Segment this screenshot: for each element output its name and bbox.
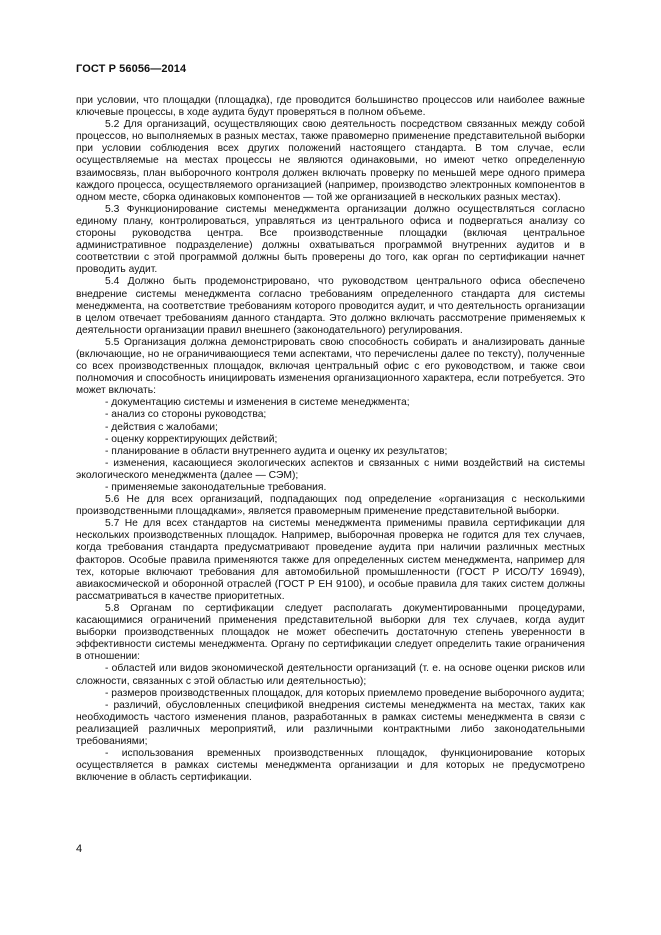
clause-5-2: 5.2 Для организаций, осуществляющих свою деятельность посредством связанных между собой процессов, но выполняемых в разных местах, также правомерно применение представительной выборки при условии соблюдения всех других положений настоящего стандарта. В том случае, если осуществляемые на местах процессы не являются одинаковыми, но имеют четко определенную взаимосвязь, план выборочного контроля должен включать проверку по меньшей мере одного примера каждого процесса, осуществляемого организацией (например, производство электронных компонентов в одном месте, сборка одинаковых компонентов — той же организацией в нескольких разных местах).	[76, 119, 585, 203]
clause-5-6: 5.6 Не для всех организаций, подпадающих под определение «организация с несколькими производственными площадками», является правомерным применение представительной выборки.	[76, 494, 585, 518]
list-item: - применяемые законодательные требования.	[105, 482, 327, 493]
clause-5-4: 5.4 Должно быть продемонстрировано, что руководством центрального офиса обеспечено внедрение системы менеджмента согласно требованиям определенного стандарта для системы менеджмента, на соответствие требованиям которого проводится аудит, и что деятельность организации в целом отвечает требованиям данного стандарта. Это должно включать рассмотрение применяемых к деятельности организации правил внешнего (законодательного) регулирования.	[76, 276, 585, 336]
list-item: - различий, обусловленных спецификой внедрения системы менеджмента на местах, таких как необходимость частого изменения планов, разработанных в рамках системы менеджмента в связи с реализацией различных мероприятий, или различными контрактными либо законодательными требованиями;	[76, 699, 585, 747]
document-id-header: ГОСТ Р 56056—2014	[76, 63, 187, 75]
list-item: - анализ со стороны руководства;	[105, 409, 267, 421]
document-body	[76, 95, 585, 784]
clause-5-3: 5.3 Функционирование системы менеджмента организации должно осуществляться согласно единому плану, контролироваться, управляться из центрального офиса и подвергаться анализу со стороны руководства центра. Все производственные площадки (включая центральное административное подразделение) должны охватываться программой внутренних аудитов и в соответствии с этой программой должны быть проверены до того, как орган по сертификации начнет проводить аудит.	[76, 203, 585, 276]
list-item: - оценку корректирующих действий;	[105, 433, 278, 445]
list-item: - действия с жалобами;	[105, 421, 218, 433]
clause-5-8: 5.8 Органам по сертификации следует располагать документированными процедурами, касающимися ограничений применения представительной выборки для тех случаев, когда аудит выборки производственных площадок не может обеспечить достаточную степень уверенности в эффективности системы менеджмента. Органу по сертификации следует определить такие ограничения в отношении:	[76, 602, 585, 663]
list-item: - областей или видов экономической деятельности организаций (т. е. на основе оценки рисков или сложности, связанных с этой областью или деятельностью);	[76, 663, 585, 687]
list-item: - использования временных производственных площадок, функционирование которых осуществляется в рамках системы менеджмента организации и для которых не предусмотрено включение в область сертификации.	[76, 748, 585, 784]
list-item: - документацию системы и изменения в системе менеджмента;	[105, 397, 410, 409]
list-item: - планирование в области внутреннего аудита и оценку их результатов;	[105, 445, 448, 457]
paragraph-continuation: при условии, что площадки (площадка), где проводится большинство процессов или наиболее важные ключевые процессы, в ходе аудита будут проверяться в полном объеме.	[76, 95, 585, 119]
list-item: - изменения, касающиеся экологических аспектов и связанных с ними воздействий на системы экологического менеджмента (далее — СЭМ);	[76, 457, 585, 481]
clause-5-7: 5.7 Не для всех стандартов на системы менеджмента применимы правила сертификации для нескольких производственных площадок. Например, выборочная проверка не годится для тех случаев, когда требования стандарта предусматривают проведение аудита при наличии различных местных факторов. Особые правила применяются также для определенных систем менеджмента, например для тех, которые включают требования для автомобильной промышленности (ГОСТ Р ИСО/ТУ 16949), авиакосмической и оборонной отраслей (ГОСТ Р ЕН 9100), и особые правила для таких систем должны рассматриваться в качестве приоритетных.	[76, 518, 585, 602]
list-item: - размеров производственных площадок, для которых приемлемо проведение выборочного аудита;	[105, 687, 585, 699]
clause-5-5: 5.5 Организация должна демонстрировать свою способность собирать и анализировать данные (включающие, но не ограничивающиеся теми аспектами, что перечислены далее по тексту), полученные со всех производственных площадок, включая центральный офис с его руководством, и также свои полномочия и способность инициировать изменения организационного характера, если потребуется. Это может включать:	[76, 336, 585, 397]
page-number: 4	[76, 843, 83, 855]
